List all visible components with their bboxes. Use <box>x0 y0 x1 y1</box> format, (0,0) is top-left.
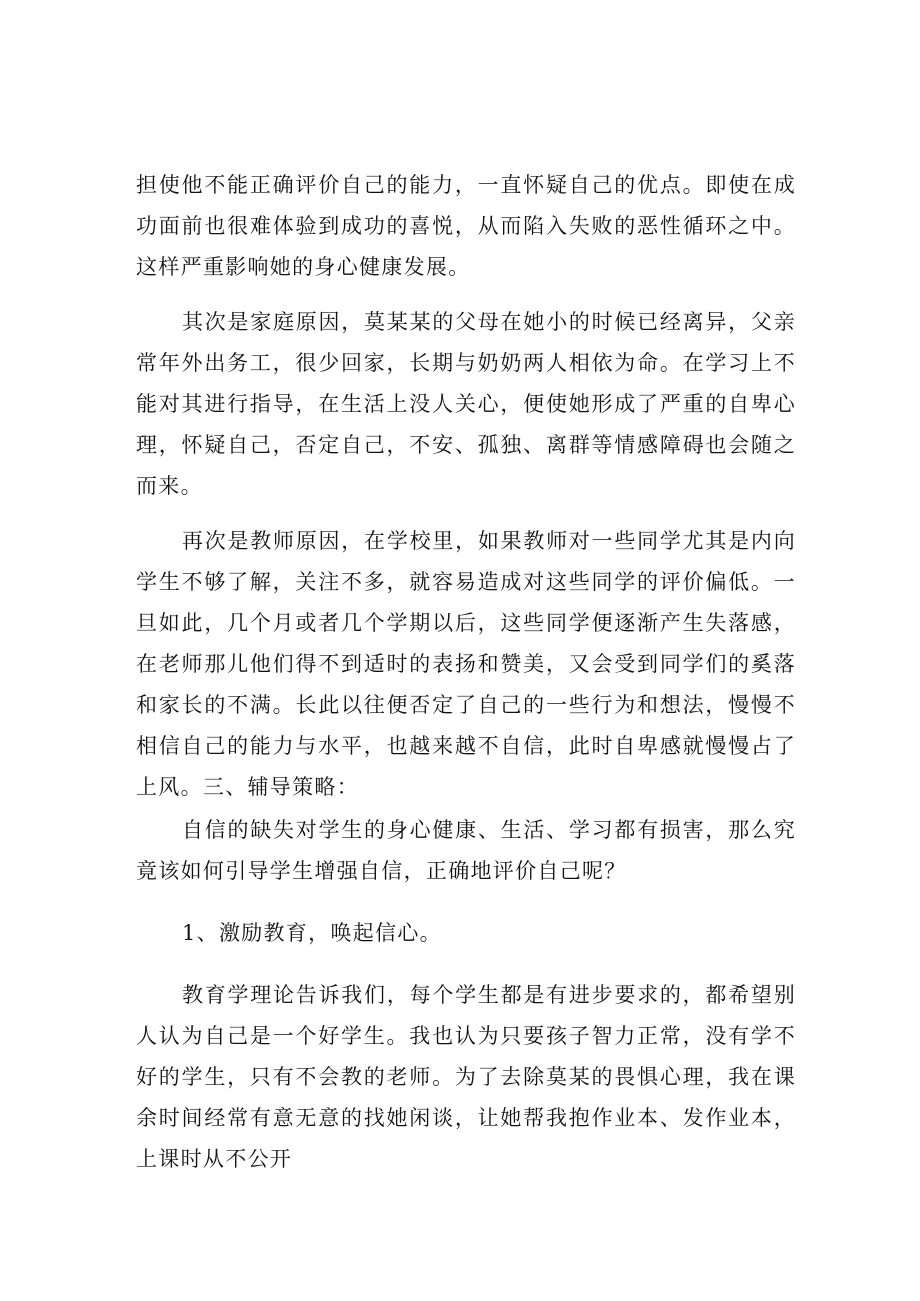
paragraph-teacher-reason: 再次是教师原因，在学校里，如果教师对一些同学尤其是内向学生不够了解，关注不多，就容易造成对这些同学的评价偏低。一旦如此，几个月或者几个学期以后，这些同学便逐渐产生失落感，在老师那儿他们得不到适时的表扬和赞美，又会受到同学们的奚落和家长的不满。长此以往便否定了自己的一些行为和想法，慢慢不相信自己的能力与水平，也越来越不自信，此时自卑感就慢慢占了上风。三、辅导策略： <box>136 529 796 799</box>
paragraph-education-theory: 教育学理论告诉我们，每个学生都是有进步要求的，都希望别人认为自己是一个好学生。我也认为只要孩子智力正常，没有学不好的学生，只有不会教的老师。为了去除莫某的畏惧心理，我在课余时间经常有意无意的找她闲谈，让她帮我抱作业本、发作业本，上课时从不公开 <box>136 983 796 1171</box>
section-heading-incentive-education: 1、激励教育，唤起信心。 <box>182 921 442 945</box>
paragraph-family-reason: 其次是家庭原因，莫某某的父母在她小的时候已经离异，父亲常年外出务工，很少回家，长期与奶奶两人相依为命。在学习上不能对其进行指导，在生活上没人关心，便使她形成了严重的自卑心理，怀疑自己，否定自己，不安、孤独、离群等情感障碍也会随之而来。 <box>136 310 796 498</box>
paragraph-continuation: 担使他不能正确评价自己的能力，一直怀疑自己的优点。即使在成功面前也很难体验到成功的喜悦，从而陷入失败的恶性循环之中。这样严重影响她的身心健康发展。 <box>136 173 796 279</box>
paragraph-confidence-question: 自信的缺失对学生的身心健康、生活、学习都有损害，那么究竟该如何引导学生增强自信，正确地评价自己呢？ <box>136 818 796 883</box>
document-body <box>136 165 796 1180</box>
